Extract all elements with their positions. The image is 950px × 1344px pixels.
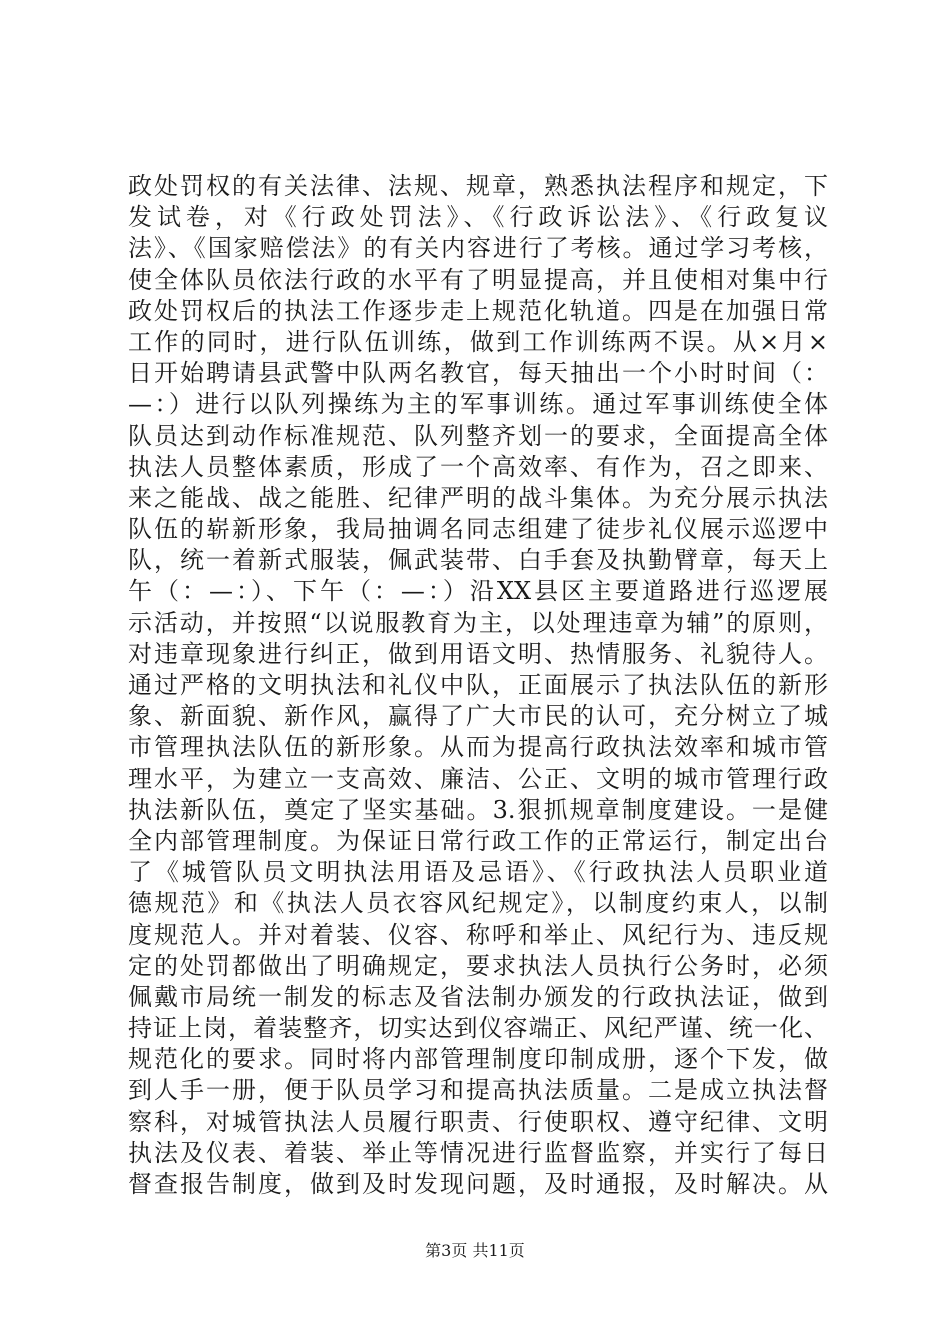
body-paragraph [128, 171, 828, 1200]
text-line: 日开始聘请县武警中队两名教官，每天抽出一个小时时间（： [128, 359, 828, 388]
text-line: 理水平，为建立一支高效、廉洁、公正、文明的城市管理行政 [128, 764, 828, 793]
text-line: 通过严格的文明执法和礼仪中队，正面展示了执法队伍的新形 [128, 671, 828, 699]
text-line: 政处罚权的有关法律、法规、规章，熟悉执法程序和规定，下 [128, 172, 828, 200]
text-line: 持证上岗，着装整齐，切实达到仪容端正、风纪严谨、统一化、 [128, 1014, 828, 1043]
text-line: 发试卷，对《行政处罚法》、《行政诉讼法》、《行政复议 [128, 203, 828, 232]
text-line: 了《城管队员文明执法用语及忌语》、《行政执法人员职业道 [128, 858, 828, 887]
text-line: 德规范》和《执法人员衣容风纪规定》，以制度约束人，以制 [128, 889, 828, 918]
text-line: 法》、《国家赔偿法》的有关内容进行了考核。通过学习考核， [128, 234, 828, 263]
text-line: 来之能战、战之能胜、纪律严明的战斗集体。为充分展示执法 [128, 483, 828, 512]
text-line: 度规范人。并对着装、仪容、称呼和举止、风纪行为、违反规 [128, 920, 828, 949]
text-line: 定的处罚都做出了明确规定，要求执法人员执行公务时，必须 [128, 951, 828, 980]
text-line: —：）进行以队列操练为主的军事训练。通过军事训练使全体 [128, 390, 828, 419]
text-line: 佩戴市局统一制发的标志及省法制办颁发的行政执法证，做到 [128, 982, 828, 1011]
text-line: 到人手一册，便于队员学习和提高执法质量。二是成立执法督 [128, 1076, 828, 1105]
text-line: 市管理执法队伍的新形象。从而为提高行政执法效率和城市管 [128, 733, 828, 762]
text-line: 使全体队员依法行政的水平有了明显提高，并且使相对集中行 [128, 265, 828, 294]
text-line: 午（：—：）、下午（：—：）沿XX县区主要道路进行巡逻展 [128, 577, 828, 606]
text-line: 规范化的要求。同时将内部管理制度印制成册，逐个下发，做 [128, 1045, 828, 1074]
text-line: 工作的同时，进行队伍训练，做到工作训练两不误。从×月× [128, 327, 828, 356]
text-line: 执法人员整体素质，形成了一个高效率、有作为，召之即来、 [128, 452, 828, 481]
text-line: 象、新面貌、新作风，赢得了广大市民的认可，充分树立了城 [128, 702, 828, 731]
text-line: 察科，对城管执法人员履行职责、行使职权、遵守纪律、文明 [128, 1107, 828, 1136]
text-line: 政处罚权后的执法工作逐步走上规范化轨道。四是在加强日常 [128, 296, 828, 325]
page-footer [0, 1240, 950, 1262]
text-line: 对违章现象进行纠正，做到用语文明、热情服务、礼貌待人。 [128, 639, 828, 668]
text-line: 督查报告制度，做到及时发现问题，及时通报，及时解决。从 [128, 1170, 828, 1198]
text-line: 执法新队伍，奠定了坚实基础。3.狠抓规章制度建设。一是健 [128, 795, 828, 824]
text-line: 执法及仪表、着装、举止等情况进行监督监察，并实行了每日 [128, 1138, 828, 1167]
text-line: 队，统一着新式服装，佩武装带、白手套及执勤臂章，每天上 [128, 546, 828, 575]
text-line: 示活动，并按照“以说服教育为主，以处理违章为辅”的原则， [128, 608, 828, 637]
page-number: 第3页 共11页 [425, 1241, 525, 1260]
text-line: 队员达到动作标准规范、队列整齐划一的要求，全面提高全体 [128, 421, 828, 450]
text-line: 全内部管理制度。为保证日常行政工作的正常运行，制定出台 [128, 826, 828, 855]
text-line: 队伍的崭新形象，我局抽调名同志组建了徒步礼仪展示巡逻中 [128, 515, 828, 544]
